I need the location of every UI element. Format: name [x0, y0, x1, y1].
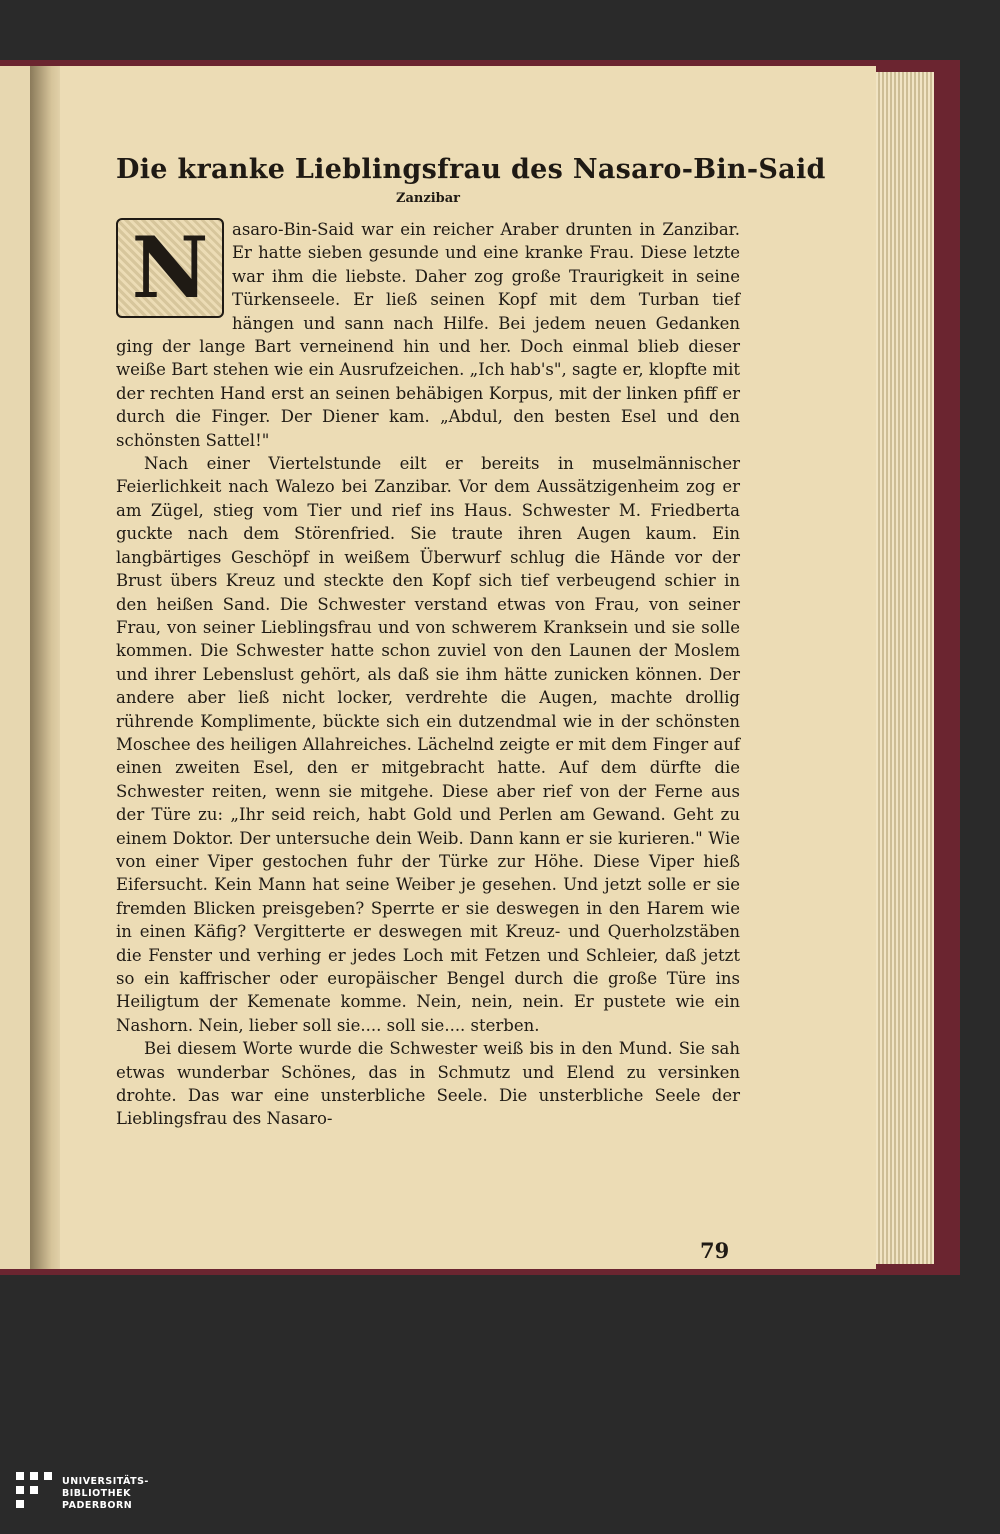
paragraph-2: Nach einer Viertelstunde eilt er bereits in muselmännischer Feierlichkeit nach Walezo bei Zanzibar. Vor dem Aussätzigenheim zog er am Zügel, stieg vom Tier und rief ins Haus. Schwester M. Friedberta guckte nach dem Störenfried. Sie traute ihren Augen kaum. Ein langbärtiges Geschöpf in weißem Überwurf schlug die Hände vor der Brust übers Kreuz und steckte den Kopf sich tief verbeugend schier in den heißen Sand. Die Schwester verstand etwas von Frau, von seiner Frau, von seiner Lieblingsfrau und von schwerem Kranksein und sie solle kommen. Die Schwester hatte schon zuviel von den Launen der Moslem und ihrer Lebenslust gehört, als daß sie ihm hätte zunicken können. Der andere aber ließ nicht locker, verdrehte die Augen, machte drollig rührende Komplimente, bückte sich ein dutzendmal wie in der schönsten Moschee des heiligen Allahreiches. Lächelnd zeigte er mit dem Finger auf einen zweiten Esel, den er mitgebracht hatte. Auf dem dürfte die Schwester reiten, wenn sie mitgehe. Diese aber rief von der Ferne aus der Türe zu: „Ihr seid reich, habt Gold und Perlen am Gewand. Geht zu einem Doktor. Der untersuche dein Weib. Dann kann er sie kurieren." Wie von einer Viper gestochen fuhr der Türke zur Höhe. Diese Viper hieß Eifersucht. Kein Mann hat seine Weiber je gesehen. Und jetzt solle er sie fremden Blicken preisgeben? Sperrte er sie deswegen in den Harem wie in einen Käfig? Vergitterte er deswegen mit Kreuz- und Querholzstäben die Fenster und verhing er jedes Loch mit Fetzen und Schleier, daß jetzt so ein kaffrischer oder europäischer Bengel durch die große Türe ins Heiligtum der Kemenate komme. Nein, nein, nein. Er pustete wie ein Nashorn. Nein, lieber soll sie.... soll sie.... sterben.: [116, 454, 740, 1035]
university-library-logo-icon: [14, 1470, 54, 1510]
decorated-initial-letter: N: [116, 218, 224, 318]
chapter-subtitle: Zanzibar: [395, 191, 461, 206]
page-text-area: [116, 150, 826, 1260]
library-name-line-1: UNIVERSITÄTS-: [62, 1476, 149, 1487]
paragraph-1-text: asaro-Bin-Said war ein reicher Araber drunten in Zanzibar. Er hatte sieben gesunde und eine kranke Frau. Diese letzte war ihm die liebste. Daher zog große Traurigkeit in seine Türkenseele. Er ließ seinen Kopf mit dem Turban tief hängen und sann nach Hilfe. Bei jedem neuen Gedanken ging der lange Bart verneinend hin und her. Doch einmal blieb dieser weiße Bart stehen wie ein Ausrufzeichen. „Ich hab's", sagte er, klopfte mit der rechten Hand erst an seinen behäbigen Korpus, mit der linken pfiff er durch die Finger. Der Diener kam. „Abdul, den besten Esel und den schönsten Sattel!": [116, 220, 740, 450]
paragraph-1: [116, 218, 740, 452]
page-number: 79: [700, 1238, 730, 1263]
page-edges: [876, 72, 934, 1264]
footer-bar: [0, 1276, 1000, 1534]
library-name-line-2: BIBLIOTHEK: [62, 1488, 131, 1499]
chapter-title: Die kranke Lieblingsfrau des Nasaro-Bin-Said: [116, 154, 826, 185]
library-name-line-3: PADERBORN: [62, 1500, 133, 1511]
library-name: [62, 1476, 149, 1512]
left-page-edge: [0, 66, 30, 1269]
paragraph-3: Bei diesem Worte wurde die Schwester weiß bis in den Mund. Sie sah etwas wunderbar Schönes, das in Schmutz und Elend zu versinken drohte. Das war eine unsterbliche Seele. Die unsterbliche Seele der Lieblingsfrau des Nasaro-: [116, 1039, 740, 1129]
